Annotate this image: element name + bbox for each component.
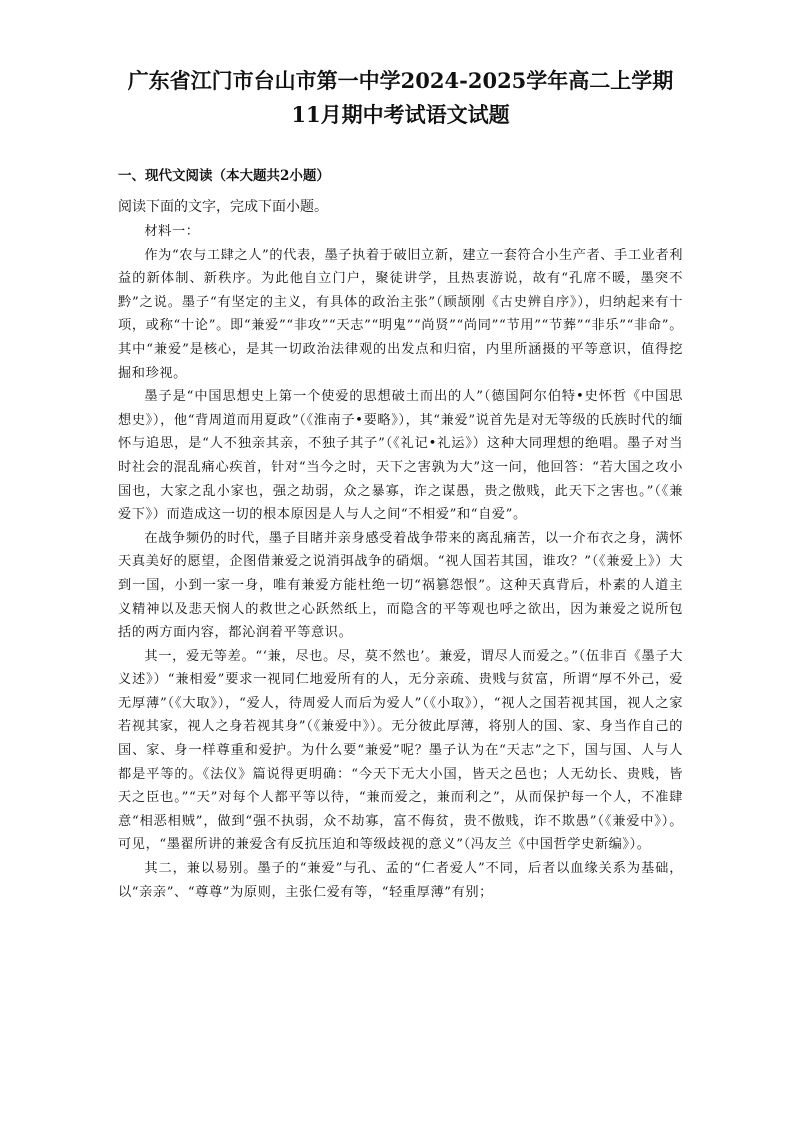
material-label: 材料一： [144,224,200,239]
instruction-text: 阅读下面的文字，完成下面小题。 [118,199,328,215]
paragraph: 其一，爱无等差。“‘兼，尽也。尽，莫不然也’。兼爱，谓尽人而爱之。”（伍非百《墨子大义述》）“兼相爱”要求一视同仁地爱所有的人，无分亲疏、贵贱与贫富，所谓“厚不外己，爱无厚薄”（《大取》），“爱人，待周爱人而后为爱人”（《小取》），“视人之国若视其国，视人之家若视其家，视人之身若视其身”（《兼爱中》）。无分彼此厚薄，将别人的国、家、身当作自己的国、家、身一样尊重和爱护。为什么要“兼爱”呢？墨子认为在“天志”之下，国与国、人与人都是平等的。《法仪》篇说得更明确：“今天下无大小国，皆天之邑也；人无幼长、贵贱，皆天之臣也。”“天”对每个人都平等以待，“兼而爱之，兼而利之”，从而保护每一个人，不准肆意“相恶相贼”，做到“强不执弱，众不劫寡，富不侮贫，贵不傲贱，诈不欺愚”（《兼爱中》）。可见，“墨翟所讲的兼爱含有反抗压迫和等级歧视的意义”（冯友兰《中国哲学史新编》）。 [118,648,683,853]
document-title-line2: 11月期中考试语文试题 [291,102,510,127]
document-title-line1: 广东省江门市台山市第一中学2024-2025学年高二上学期 [127,68,674,93]
paragraph: 墨子是“中国思想史上第一个使爱的思想破土而出的人”（德国阿尔伯特•史怀哲《中国思想史》），他“背周道而用夏政”（《淮南子•要略》），其“兼爱”说首先是对无等级的氏族时代的缅怀与追思，是“人不独亲其亲，不独子其子”（《礼记•礼运》）这种大同理想的绝唱。墨子对当时社会的混乱痛心疾首，针对“当今之时，天下之害孰为大”这一问，他回答：“若大国之攻小国也，大家之乱小家也，强之劫弱，众之暴寡，诈之谋愚，贵之傲贱，此天下之害也。”（《兼爱下》）而造成这一切的根本原因是人与人之间“不相爱”和“自爱”。 [118,389,683,523]
paragraph: 其二，兼以易别。墨子的“兼爱”与孔、孟的“仁者爱人”不同，后者以血缘关系为基础，以“亲亲”、“尊尊”为原则，主张仁爱有等，“轻重厚薄”有别； [118,861,683,900]
section-heading: 一、现代文阅读（本大题共2小题） [118,168,330,184]
reading-material [118,220,683,904]
paragraph: 作为“农与工肆之人”的代表，墨子执着于破旧立新，建立一套符合小生产者、手工业者利益的新体制、新秩序。为此他自立门户，聚徒讲学，且热衷游说，故有“孔席不暖，墨突不黔”之说。墨子“有坚定的主义，有具体的政治主张”（顾颉刚《古史辨自序》），归纳起来有十项，或称“十论”。即“兼爱”“非攻”“天志”“明鬼”“尚贤”“尚同”“节用”“节葬”“非乐”“非命”。其中“兼爱”是核心，是其一切政治法律观的出发点和归宿，内里所涵摄的平等意识，值得挖掘和珍视。 [118,247,683,381]
paragraph: 在战争频仍的时代，墨子目睹并亲身感受着战争带来的离乱痛苦，以一介布衣之身，满怀天真美好的愿望，企图借兼爱之说消弭战争的硝烟。“视人国若其国，谁攻？”（《兼爱上》）大到一国，小到一家一身，唯有兼爱方能杜绝一切“祸篡怨恨”。这种天真背后，朴素的人道主义精神以及悲天悯人的救世之心跃然纸上，而隐含的平等观也呼之欲出，因为兼爱之说所包括的两方面内容，都沁润着平等意识。 [118,530,683,641]
